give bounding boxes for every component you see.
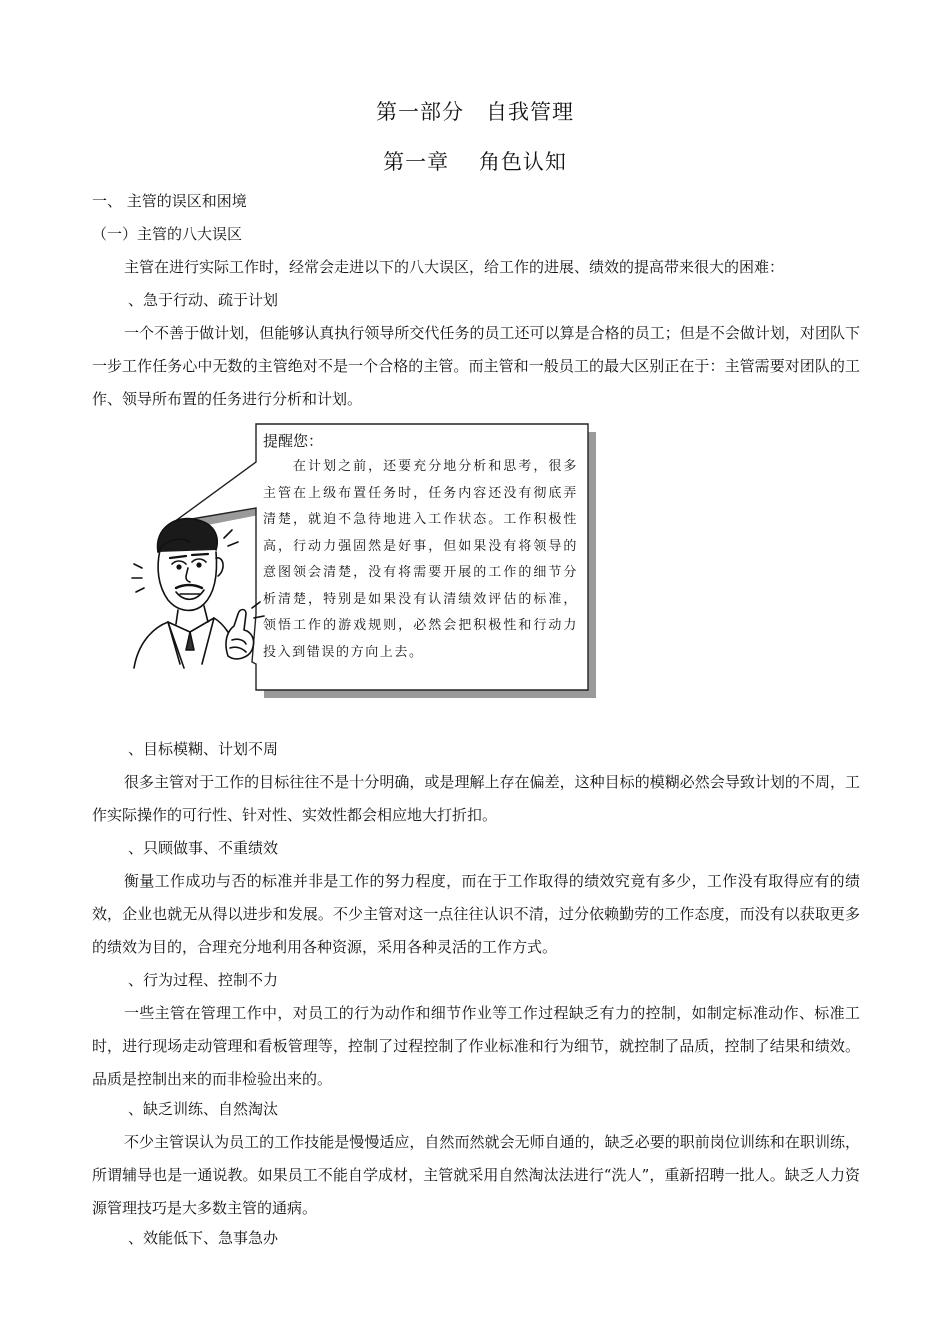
item-heading: 、效能低下、急事急办	[128, 1229, 279, 1247]
callout-body: 在计划之前，还要充分地分析和思考，很多主管在上级布置任务时，任务内容还没有彻底弄清楚，就迫不急待地进入工作状态。工作积极性高，行动力强固然是好事，但如果没有将领导的意图领会清楚，没有将需要开展的工作的细节分析清楚，特别是如果没有认清绩效评估的标准，领悟工作的游戏规则，必然会把积极性和行动力投入到错误的方向上去。	[263, 459, 578, 660]
item-paragraph: 一些主管在管理工作中，对员工的行为动作和细节作业等工作过程缺乏有力的控制，如制定标准动作、标准工时，进行现场走动管理和看板管理等，控制了过程控制了作业标准和行为细节，就控制了品质，控制了结果和绩效。品质是控制出来的而非检验出来的。	[92, 1004, 860, 1088]
item-heading: 、行为过程、控制不力	[128, 971, 279, 989]
callout-box	[263, 428, 578, 666]
intro-paragraph: 主管在进行实际工作时，经常会走进以下的八大误区，给工作的进展、绩效的提高带来很大的困难：	[124, 258, 785, 276]
part-title: 第一部分 自我管理	[376, 100, 574, 124]
item-paragraph: 很多主管对于工作的目标往往不是十分明确，或是理解上存在偏差，这种目标的模糊必然会导致计划的不周，工作实际操作的可行性、针对性、实效性都会相应地大打折扣。	[92, 773, 860, 824]
subsection-heading: （一）主管的八大误区	[92, 225, 243, 243]
item-heading: 、只顾做事、不重绩效	[128, 839, 279, 857]
item-heading: 、缺乏训练、自然淘汰	[128, 1100, 279, 1118]
chapter-title: 第一章 角色认知	[383, 150, 567, 174]
item-paragraph: 不少主管误认为员工的工作技能是慢慢适应，自然而然就会无师自通的，缺乏必要的职前岗位训练和在职训练，所谓辅导也是一通说教。如果员工不能自学成材，主管就采用自然淘汰法进行“洗人”，重新招聘一批人。缺乏人力资源管理技巧是大多数主管的通病。	[92, 1133, 860, 1217]
item-heading: 、急于行动、疏于计划	[128, 291, 279, 309]
item-paragraph: 一个不善于做计划，但能够认真执行领导所交代任务的员工还可以算是合格的员工；但是不会做计划，对团队下一步工作任务心中无数的主管绝对不是一个合格的主管。而主管和一般员工的最大区别正在于：主管需要对团队的工作、领导所布置的任务进行分析和计划。	[92, 324, 860, 408]
callout-title: 提醒您：	[263, 432, 324, 450]
item-heading: 、目标模糊、计划不周	[128, 740, 279, 758]
item-paragraph: 衡量工作成功与否的标准并非是工作的努力程度，而在于工作取得的绩效究竟有多少，工作没有取得应有的绩效，企业也就无从得以进步和发展。不少主管对这一点往往认识不清，过分依赖勤劳的工作态度，而没有以获取更多的绩效为目的，合理充分地利用各种资源，采用各种灵活的工作方式。	[92, 872, 860, 956]
cartoon-man-icon	[132, 519, 264, 668]
section-heading: 一、 主管的误区和困境	[92, 192, 247, 210]
